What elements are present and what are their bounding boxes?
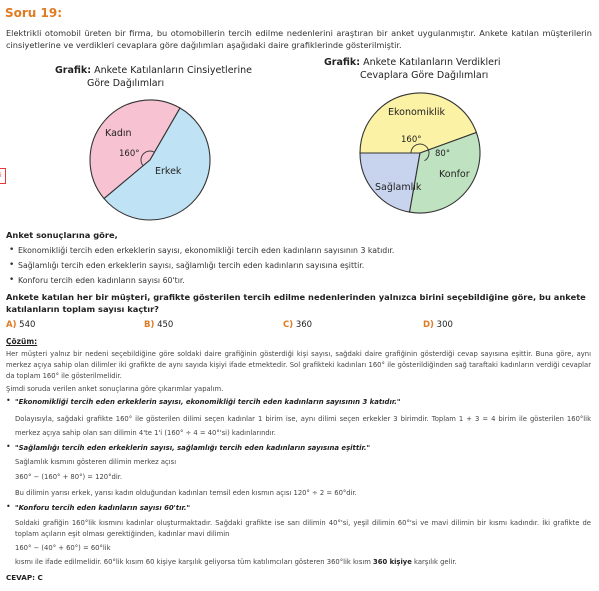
answers-pie-chart [355,88,485,218]
result-item: • Konforu tercih eden kadınların sayısı 60'tır. [6,273,591,288]
gender-pie-label-kadın: Kadın [105,128,132,139]
gender-pie-chart [85,95,215,225]
solution-step-3-text: Soldaki grafiğin 160°lik kısmını kadınlar oluşturmaktadır. Sağdaki grafikte ise sarı dilimin 40°'si, yeşil dilimin 60°'si ve mavi dilimin bir kısmı kadındır. İki grafikte de toplam açıların eşit olması gerektiğinden, kadınlar mavi dilimin [15,519,591,538]
option-c[interactable]: C) 360 [283,320,313,330]
answers-pie-angle-label: 80° [435,149,451,159]
answers-pie-label-ekonomiklik: Ekonomiklik [388,107,445,118]
solution-paragraph-1: Her müşteri yalnız bir nedeni seçebildiğine göre soldaki daire grafiğinin gösterdiği kişi sayısı, sağdaki daire grafiğinin gösterdiği cevap sayısına eşittir. Buna göre, aynı merkez açıya sahip olan dilimler iki grafikte de aynı sayıda kişiyi ifade etmektedir. Sol grafikteki kadınları 160° ile gösterildiğinden sağ taraftaki kadınların verdiği cevaplar da toplam 160° ile gösterilmelidir. [6,350,591,380]
bullet-icon: • [6,442,11,451]
gender-chart-title [55,64,252,90]
question-text: Ankete katılan her bir müşteri, grafikte gösterilen tercih edilme nedenlerinden yalnızca birini seçebildiğine göre, bu ankete katılanların toplam sayısı kaçtır? [6,292,586,314]
solution-step-2-line-3: Bu dilimin yarısı erkek, yarısı kadın olduğundan kadınları temsil eden kısmın açısı 120° ÷ 2 = 60°dir. [15,489,357,497]
option-d-value: 300 [436,320,453,330]
answer-key: CEVAP: C [6,573,43,582]
gender-chart-title-prefix: Grafik: [55,65,92,76]
answers-pie-angle-label: 160° [401,135,422,145]
bullet-icon: • [6,502,11,511]
gender-pie-angle-label: 160° [119,149,140,159]
option-a[interactable]: A) 540 [6,320,36,330]
question-number: Soru 19: [5,6,63,20]
result-item: • Sağlamlığı tercih eden erkeklerin sayısı, sağlamlığı tercih eden kadınların sayısına eşittir. [6,258,591,273]
solution-step-3-head: "Konforu tercih eden kadınların sayısı 60'tır." [15,504,191,512]
gender-chart-title-line1: Ankete Katılanların Cinsiyetlerine [94,65,252,76]
option-c-value: 360 [295,320,313,330]
solution-paragraph-2: Şimdi soruda verilen anket sonuçlarına göre çıkarımlar yapalım. [6,385,224,393]
answers-pie-label-sağlamlık: Sağlamlık [375,182,422,193]
option-d[interactable]: D) 300 [423,320,453,330]
solution-step-2-head: "Sağlamlığı tercih eden erkeklerin sayısı, sağlamlığı tercih eden kadınların sayısına eşittir." [15,444,371,452]
side-marker: i [0,168,6,184]
solution-step-1-head: "Ekonomikliği tercih eden erkeklerin sayısı, ekonomikliği tercih eden kadınların sayısının 3 katıdır." [15,398,401,406]
answers-chart-title-line2: Cevaplara Göre Dağılımları [360,70,489,81]
gender-pie-label-erkek: Erkek [155,166,182,177]
answers-pie-label-konfor: Konfor [439,169,470,180]
answers-chart-title-line1: Ankete Katılanların Verdikleri [363,57,501,68]
gender-chart-title-line2: Göre Dağılımları [87,78,165,89]
solution-step-1-text: Dolayısıyla, sağdaki grafikte 160° ile gösterilen dilimi seçen kadınlar 1 birim ise, aynı dilimi seçen erkekler 3 birimdir. Toplam 1 + 3 = 4 birim ile gösterilen 160°lik merkez açıya sahip olan sarı dilimin 4'te 1'i (160° ÷ 4 = 40°'si) kadınlarındır. [15,415,591,437]
intro-text: Elektrikli otomobil üreten bir firma, bu otomobillerin tercih edilme nedenlerini araştıran bir anket uygulanmıştır. Ankete katılan müşterilerin cinsiyetlerine ve verdikleri cevaplara göre dağılımları aşağıdaki daire grafiklerinde gösterilmiştir. [6,28,592,50]
option-b-value: 450 [157,320,174,330]
result-item: • Ekonomikliği tercih eden erkeklerin sayısı, ekonomikliği tercih eden kadınların sayısının 3 katıdır. [6,243,591,258]
option-a-value: 540 [19,320,36,330]
results-heading: Anket sonuçlarına göre, [6,230,118,240]
answers-chart-title-prefix: Grafik: [324,57,361,68]
solution-step-2-line-1: Sağlamlık kısmını gösteren dilimin merkez açısı [15,458,177,466]
solution-step-2-line-2: 360° − (160° + 80°) = 120°dir. [15,473,123,481]
results-list [6,243,591,288]
solution-heading: Çözüm: [6,337,38,346]
total-count: 360 kişiye [373,558,412,566]
solution-step-3-equation: 160° − (40° + 60°) = 60°lik [15,544,111,552]
option-b[interactable]: B) 450 [144,320,174,330]
solution-step-3-conclusion: kısmı ile ifade edilmelidir. 60°lik kısım 60 kişiye karşılık geliyorsa tüm katılımcıları gösteren 360°lik kısım 360 kişiye karşılık gelir. [15,558,457,566]
bullet-icon: • [6,396,11,405]
answers-chart-title [324,56,501,82]
